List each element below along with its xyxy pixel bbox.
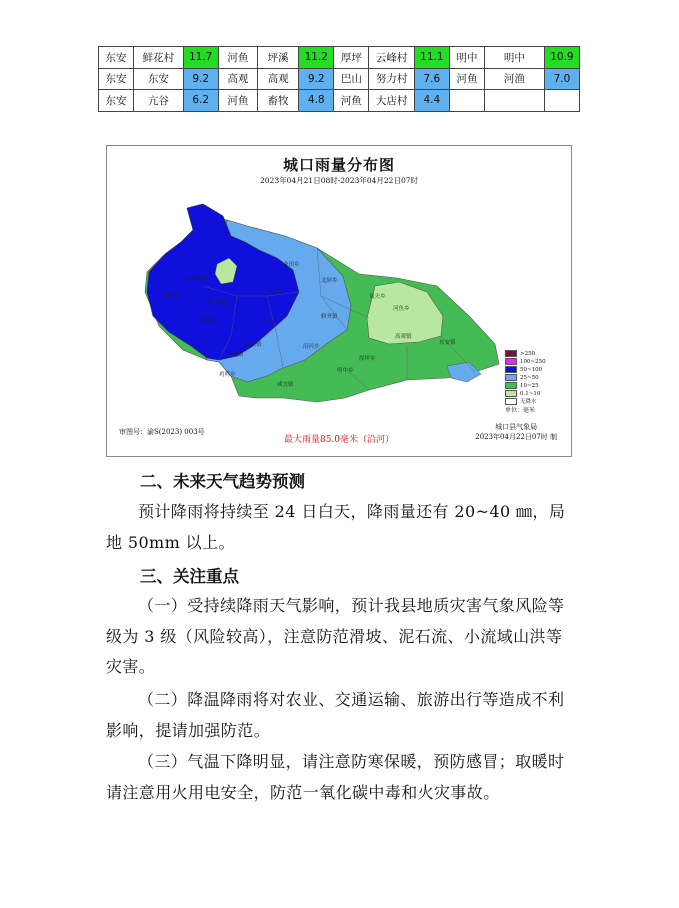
legend-item (505, 366, 542, 373)
legend-swatch (505, 366, 517, 373)
map-issuer (475, 422, 557, 442)
rainfall-map-graphic (107, 146, 571, 456)
table-cell (485, 90, 545, 112)
legend-label: 25~50 (520, 375, 539, 381)
rainfall-value-cell: 7.0 (544, 68, 579, 90)
town-label: 厚坪乡 (359, 356, 376, 362)
rainfall-value-cell: 11.2 (299, 47, 334, 69)
rainfall-value-cell: 9.2 (183, 68, 218, 90)
town-label: 鸡鸣乡 (219, 372, 236, 378)
town-label: 治平乡 (261, 318, 278, 324)
table-cell: 努力村 (369, 68, 414, 90)
table-cell: 东安 (134, 68, 184, 90)
legend-item (505, 358, 546, 365)
town-label: 坪坝镇 (163, 294, 180, 300)
issuer-name: 城口县气象局 (495, 423, 538, 431)
town-label: 岚天乡 (369, 294, 386, 300)
town-label: 修齐镇 (321, 314, 338, 320)
rainfall-value-cell: 9.2 (299, 68, 334, 90)
town-label: 复兴街道 (207, 300, 230, 306)
paragraph-focus-3: （三）气温下降明显，请注意防寒保暖，预防感冒；取暖时请注意用火用电安全，防范一氧化碳中毒和火灾事故。 (106, 752, 565, 802)
table-row (99, 90, 580, 112)
town-label: 高燕镇 (199, 318, 216, 324)
table-cell: 河鱼 (218, 90, 257, 112)
table-cell: 河鱼 (449, 68, 484, 90)
rainfall-value-cell: 6.2 (183, 90, 218, 112)
map-title: 城口雨量分布图 (282, 156, 395, 174)
rainfall-map (106, 145, 572, 457)
table-cell: 坪溪 (257, 47, 298, 69)
rainfall-value-cell: 11.7 (183, 47, 218, 69)
town-label: 周溪乡 (267, 290, 284, 296)
table-cell: 云峰村 (369, 47, 414, 69)
legend-label: 50~100 (520, 367, 543, 373)
legend-label: 100~250 (520, 359, 546, 365)
legend-swatch (505, 398, 517, 405)
max-rainfall-note: 最大雨量85.0毫米（沿河） (283, 435, 395, 445)
table-cell: 高观 (257, 68, 298, 90)
table-cell: 明中 (449, 47, 484, 69)
table-cell: 东安 (99, 90, 134, 112)
map-period: 2023年04月21日08时-2023年04月22日07时 (260, 176, 418, 185)
legend-item (505, 350, 535, 357)
table-cell: 鲜花村 (134, 47, 184, 69)
town-label: 咸宜镇 (277, 382, 294, 388)
legend-label: >250 (520, 351, 536, 357)
table-cell: 亢谷 (134, 90, 184, 112)
town-label: 河鱼乡 (393, 306, 410, 312)
town-label: 高观镇 (395, 334, 412, 340)
town-label: 明中乡 (337, 368, 354, 374)
town-label: 明通镇 (227, 352, 244, 358)
legend-swatch (505, 374, 517, 381)
table-cell: 河渔 (485, 68, 545, 90)
table-cell: 高观 (218, 68, 257, 90)
table-row (99, 68, 580, 90)
rainfall-value-cell: 7.6 (414, 68, 449, 90)
town-label: 龙田乡 (283, 262, 300, 268)
legend-item (505, 374, 539, 381)
rainfall-value-cell: 4.4 (414, 90, 449, 112)
rainfall-table (98, 46, 580, 112)
legend-label: 0.1~10 (520, 391, 541, 397)
town-label: 庙坝镇 (245, 342, 262, 348)
legend-label: 无降水 (520, 399, 537, 405)
table-row (99, 47, 580, 69)
map-review-number: 审图号：渝S(2023) 003号 (119, 428, 205, 436)
paragraph-focus-1: （一）受持续降雨天气影响，预计我县地质灾害气象风险等级为 3 级（风险较高），注意防范滑坡、泥石流、小流域山洪等灾害。 (106, 596, 565, 676)
town-label: 北屏乡 (321, 278, 338, 284)
table-cell: 河鱼 (334, 90, 369, 112)
legend-label: 10~25 (520, 383, 539, 389)
section-heading-focus: 三、关注重点 (140, 567, 239, 586)
legend-swatch (505, 382, 517, 389)
table-cell: 畜牧 (257, 90, 298, 112)
table-cell: 东安 (99, 47, 134, 69)
rainfall-value-cell: 4.8 (299, 90, 334, 112)
paragraph-focus-2: （二）降温降雨将对农业、交通运输、旅游出行等造成不利影响，提请加强防范。 (106, 690, 565, 740)
table-cell: 东安 (99, 68, 134, 90)
town-label: 沿河乡 (303, 344, 320, 350)
table-cell: 厚坪 (334, 47, 369, 69)
table-cell: 大店村 (369, 90, 414, 112)
table-cell (544, 90, 579, 112)
issue-time: 2023年04月22日07时 制 (475, 433, 557, 441)
town-label: 东安镇 (439, 340, 456, 346)
table-cell (449, 90, 484, 112)
legend-swatch (505, 350, 517, 357)
town-label: 葛城街道 (185, 276, 208, 282)
legend-unit: 单位：毫米 (505, 407, 536, 414)
legend-swatch (505, 390, 517, 397)
table-cell: 巴山 (334, 68, 369, 90)
section-heading-forecast: 二、未来天气趋势预测 (140, 472, 305, 491)
legend-item (505, 398, 537, 405)
legend-swatch (505, 358, 517, 365)
paragraph-forecast: 预计降雨将持续至 24 日白天，降雨量还有 20~40 ㎜，局地 50mm 以上。 (106, 502, 566, 552)
legend-item (505, 382, 539, 389)
table-cell: 明中 (485, 47, 545, 69)
table-cell: 河鱼 (218, 47, 257, 69)
rainfall-value-cell: 10.9 (544, 47, 579, 69)
legend-item (505, 390, 540, 397)
rainfall-value-cell: 11.1 (414, 47, 449, 69)
